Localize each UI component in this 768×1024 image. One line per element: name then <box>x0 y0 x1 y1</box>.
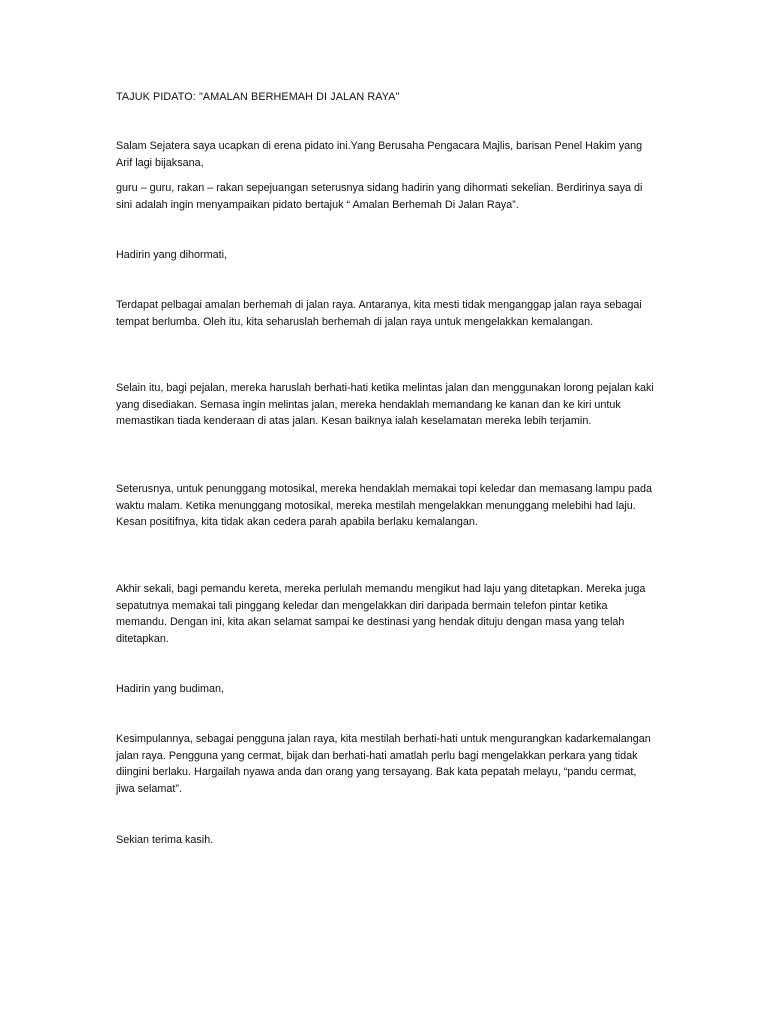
paragraph-greeting: Salam Sejatera saya ucapkan di erena pidato ini.Yang Berusaha Pengacara Majlis, barisan Penel Hakim yang Arif lagi bijaksana, <box>116 140 643 169</box>
paragraph-point-1: Terdapat pelbagai amalan berhemah di jalan raya. Antaranya, kita mesti tidak menganggap jalan raya sebagai tempat berlumba. Oleh itu, kita seharuslah berhemah di jalan raya untuk mengelakkan kemalangan. <box>116 299 642 328</box>
paragraph-point-2: Selain itu, bagi pejalan, mereka haruslah berhati-hati ketika melintas jalan dan menggunakan lorong pejalan kaki yang disediakan. Semasa ingin melintas jalan, mereka hendaklah memandang ke kanan dan ke kiri untuk memastikan tiada kenderaan di atas jalan. Kesan baiknya ialah keselamatan mereka lebih terjamin. <box>116 382 654 427</box>
paragraph-point-3: Seterusnya, untuk penunggang motosikal, mereka hendaklah memakai topi keledar dan memasang lampu pada waktu malam. Ketika menunggang motosikal, mereka mestilah mengelakkan menunggang melebihi had laju. Kesan positifnya, kita tidak akan cedera parah apabila berlaku kemalangan. <box>116 483 652 528</box>
speech-title: TAJUK PIDATO: "AMALAN BERHEMAH DI JALAN RAYA" <box>116 91 400 103</box>
paragraph-closing: Sekian terima kasih. <box>116 834 214 846</box>
paragraph-point-4: Akhir sekali, bagi pemandu kereta, mereka perlulah memandu mengikut had laju yang ditetapkan. Mereka juga sepatutnya memakai tali pinggang keledar dan mengelakkan diri daripada bermain telefon pintar ketika memandu. Dengan ini, kita akan selamat sampai ke destinasi yang hendak dituju dengan masa yang telah ditetapkan. <box>116 583 646 645</box>
paragraph-conclusion: Kesimpulannya, sebagai pengguna jalan raya, kita mestilah berhati-hati untuk mengurangkan kadarkemalangan jalan raya. Pengguna yang cermat, bijak dan berhati-hati amatlah perlu bagi mengelakkan perkara yang tidak diingini berlaku. Hargailah nyawa anda dan orang yang tersayang. Bak kata pepatah melayu, “pandu cermat, jiwa selamat”. <box>116 733 651 795</box>
paragraph-audience-address-2: Hadirin yang budiman, <box>116 683 225 695</box>
paragraph-audience-address-1: Hadirin yang dihormati, <box>116 249 228 261</box>
paragraph-introduction: guru – guru, rakan – rakan sepejuangan seterusnya sidang hadirin yang dihormati sekelian. Berdirinya saya di sini adalah ingin menyampaikan pidato bertajuk “ Amalan Berhemah Di Jalan Raya”. <box>116 182 643 211</box>
